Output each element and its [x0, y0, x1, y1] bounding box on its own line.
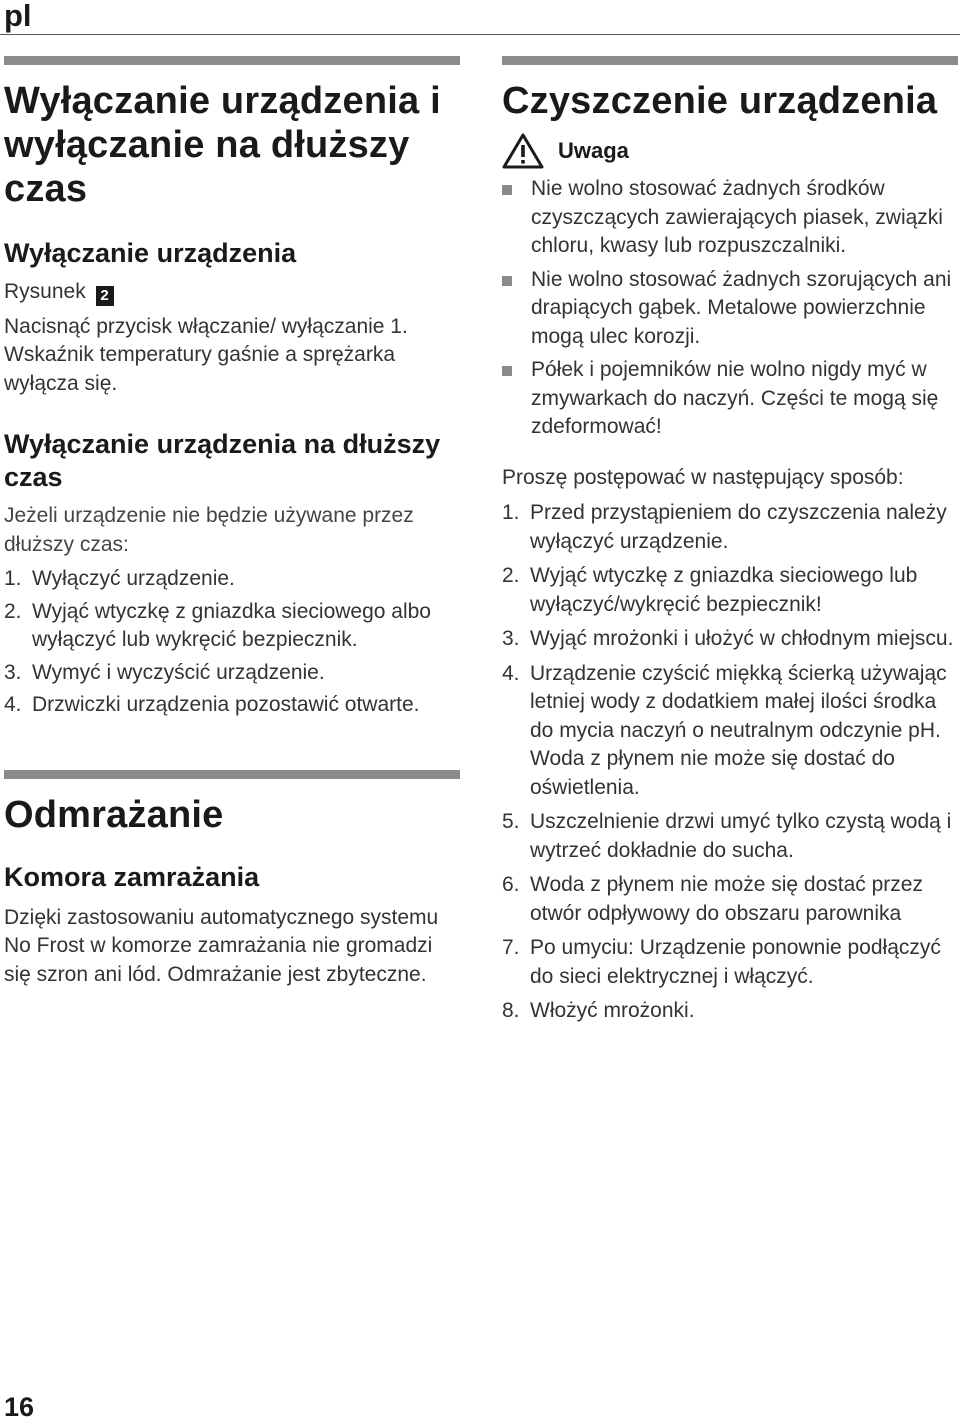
list-item: 2. Wyjąć wtyczkę z gniazdka sieciowego albo wyłączyć lub wykręcić bezpiecznik.	[4, 599, 431, 651]
bullet-square-icon	[502, 366, 512, 376]
warning-title: Uwaga	[558, 138, 629, 163]
list-item: 3. Wymyć i wyczyścić urządzenie.	[4, 660, 325, 684]
subsection-title-long-term: Wyłączanie urządzenia na dłuższy czas	[4, 429, 441, 492]
list-item: 5. Uszczelnienie drzwi umyć tylko czystą wodą i wytrzeć dokładnie do sucha.	[502, 810, 952, 862]
bullet-square-icon	[502, 276, 512, 286]
figure-label: Rysunek	[4, 280, 86, 303]
section-bar	[502, 56, 958, 65]
header-divider	[0, 34, 960, 35]
cleaning-steps-list	[502, 499, 958, 1026]
list-item: Nie wolno stosować żadnych szorujących ani drapiących gąbek. Metalowe powierzchnie mogą ulec korozji.	[502, 266, 958, 352]
list-item: 7. Po umyciu: Urządzenie ponownie podłączyć do sieci elektrycznej i włączyć.	[502, 936, 941, 988]
figure-reference	[4, 278, 460, 307]
paragraph: Jeżeli urządzenie nie będzie używane przez dłuższy czas:	[4, 504, 414, 556]
list-item: 2. Wyjąć wtyczkę z gniazdka sieciowego lub wyłączyć/wykręcić bezpiecznik!	[502, 564, 918, 616]
section-bar	[4, 770, 460, 779]
figure-number-badge: 2	[96, 286, 114, 306]
subsection-title-freezer: Komora zamrażania	[4, 861, 260, 892]
list-item: 6. Woda z płynem nie może się dostać przez otwór odpływowy do obszaru parownika	[502, 873, 923, 925]
left-column	[4, 56, 460, 989]
list-item: 1. Wyłączyć urządzenie.	[4, 567, 235, 590]
section-title-switch-off: Wyłączanie urządzenia i wyłączanie na dłuższy czas	[4, 80, 441, 210]
paragraph: Dzięki zastosowaniu automatycznego systemu No Frost w komorze zamrażania nie gromadzi się szron ani lód. Odmrażanie jest zbyteczne.	[4, 905, 439, 986]
paragraph: Nacisnąć przycisk włączanie/ wyłączanie 1.	[4, 314, 408, 338]
language-label: pl	[4, 0, 32, 33]
bullet-square-icon	[502, 185, 512, 195]
list-item: 3. Wyjąć mrożonki i ułożyć w chłodnym miejscu.	[502, 627, 954, 650]
list-item: Półek i pojemników nie wolno nigdy myć w zmywarkach do naczyń. Części te mogą się zdeformować!	[502, 356, 958, 442]
warning-header	[502, 133, 958, 169]
subsection-title-switch-off: Wyłączanie urządzenia	[4, 238, 297, 268]
steps-list	[4, 565, 460, 720]
paragraph: Wskaźnik temperatury gaśnie a sprężarka wyłącza się.	[4, 343, 395, 395]
list-item: Nie wolno stosować żadnych środków czyszczących zawierających piasek, związki chloru, kwasy lub rozpuszczalniki.	[502, 175, 958, 261]
section-title-defrosting: Odmrażanie	[4, 793, 224, 836]
list-item: 4. Urządzenie czyścić miękką ścierką używając letniej wody z dodatkiem małej ilości środka do mycia naczyń o neutralnym odczynie pH. Woda z płynem nie może się dostać do oświetlenia.	[502, 661, 947, 799]
page-number: 16	[4, 1392, 35, 1422]
list-item: 4. Drzwiczki urządzenia pozostawić otwarte.	[4, 693, 420, 716]
warning-list	[502, 175, 958, 442]
list-item: 1. Przed przystąpieniem do czyszczenia należy wyłączyć urządzenie.	[502, 501, 947, 553]
list-item: 8. Włożyć mrożonki.	[502, 999, 695, 1022]
section-title-cleaning: Czyszczenie urządzenia	[502, 80, 938, 122]
right-column	[502, 56, 958, 1026]
paragraph: Proszę postępować w następujący sposób:	[502, 465, 904, 489]
warning-icon	[502, 133, 544, 169]
section-bar	[4, 56, 460, 65]
